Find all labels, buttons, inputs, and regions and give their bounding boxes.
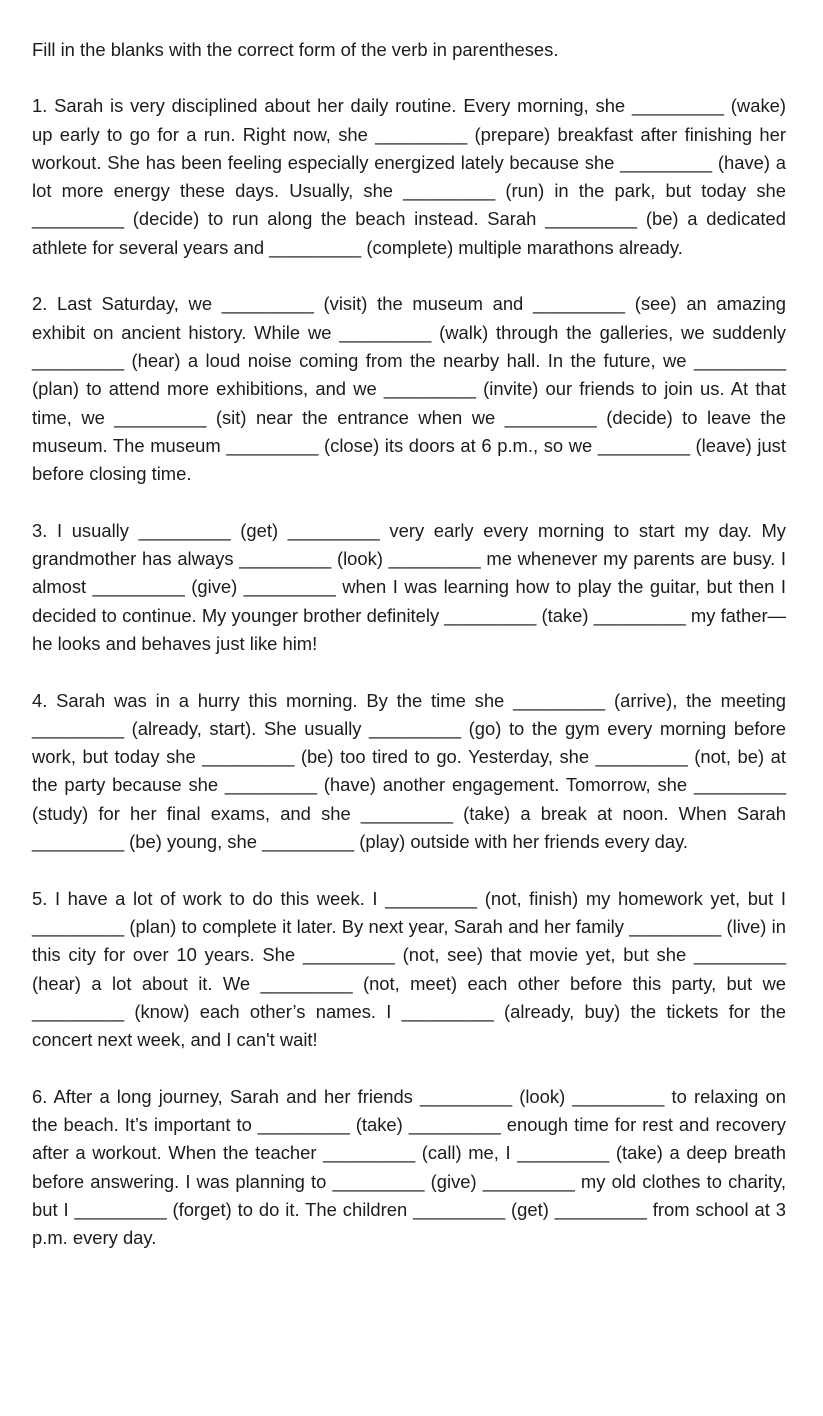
worksheet-page xyxy=(32,36,786,1281)
exercise-2 xyxy=(32,290,786,488)
exercise-4 xyxy=(32,687,786,857)
exercise-text: 5. I have a lot of work to do this week. I _________ (not, finish) my homework yet, but I _________ (plan) to complete it later. By next year, Sarah and her family _________ (live) in this city for over 10 years. She _________ (not, see) that movie yet, but she _________ (hear) a lot about it. We _________ (not, meet) each other before this party, but we _________ (know) each other’s names. I _________ (already, buy) the tickets for the concert next week, and I can't wait! xyxy=(32,887,786,1051)
exercise-3 xyxy=(32,517,786,658)
exercise-6 xyxy=(32,1083,786,1253)
instructions-text: Fill in the blanks with the correct form of the verb in parentheses. xyxy=(32,39,559,60)
exercise-text: 1. Sarah is very disciplined about her daily routine. Every morning, she _________ (wake) up early to go for a run. Right now, she _________ (prepare) breakfast after finishing her workout. She has been feeling especially energized lately because she _________ (have) a lot more energy these days. Usually, she _________ (run) in the park, but today she _________ (decide) to run along the beach instead. Sarah _________ (be) a dedicated athlete for several years and _________ (complete) multiple marathons already. xyxy=(32,95,786,258)
exercise-1 xyxy=(32,92,786,262)
exercise-text: 2. Last Saturday, we _________ (visit) the museum and _________ (see) an amazing exhibit on ancient history. While we _________ (walk) through the galleries, we suddenly _________ (hear) a loud noise coming from the nearby hall. In the future, we _________ (plan) to attend more exhibitions, and we _________ (invite) our friends to join us. At that time, we _________ (sit) near the entrance when we _________ (decide) to leave the museum. The museum _________ (close) its doors at 6 p.m., so we _________ (leave) just before closing time. xyxy=(32,293,786,485)
exercise-5 xyxy=(32,885,786,1055)
exercise-text: 3. I usually _________ (get) _________ very early every morning to start my day. My grandmother has always _________ (look) _________ me whenever my parents are busy. I almost _________ (give) _________ when I was learning how to play the guitar, but then I decided to continue. My younger brother definitely _________ (take) _________ my father—he looks and behaves just like him! xyxy=(32,519,786,654)
exercise-text: 6. After a long journey, Sarah and her friends _________ (look) _________ to relaxing on the beach. It’s important to _________ (take) _________ enough time for rest and recovery after a workout. When the teacher _________ (call) me, I _________ (take) a deep breath before answering. I was planning to _________ (give) _________ my old clothes to charity, but I _________ (forget) to do it. The children _________ (get) _________ from school at 3 p.m. every day. xyxy=(32,1085,786,1249)
exercise-text: 4. Sarah was in a hurry this morning. By the time she _________ (arrive), the meeting _________ (already, start). She usually _________ (go) to the gym every morning before work, but today she _________ (be) too tired to go. Yesterday, she _________ (not, be) at the party because she _________ (have) another engagement. Tomorrow, she _________ (study) for her final exams, and she _________ (take) a break at noon. When Sarah _________ (be) young, she _________ (play) outside with her friends every day. xyxy=(32,689,786,853)
